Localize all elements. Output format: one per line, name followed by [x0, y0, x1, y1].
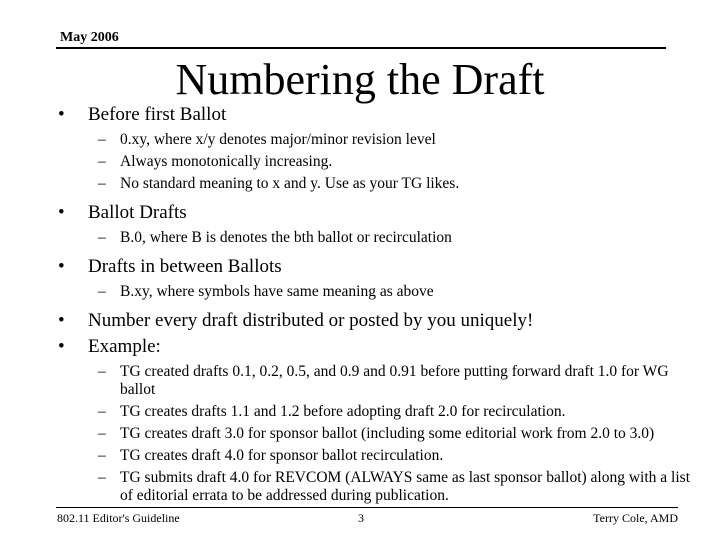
bullet-text: Ballot Drafts: [88, 202, 187, 223]
footer-author: Terry Cole, AMD: [593, 511, 678, 525]
sub-list-before-first-ballot: [58, 131, 698, 193]
footer-rule: [56, 507, 678, 508]
bullet-icon: •: [58, 202, 65, 223]
header-date: May 2006: [60, 30, 119, 45]
dash-icon: –: [98, 153, 106, 170]
dash-icon: –: [98, 447, 106, 464]
bullet-text: Before first Ballot: [88, 104, 227, 125]
dash-icon: –: [98, 131, 106, 148]
header-rule: [56, 47, 666, 49]
sub-item: – TG creates drafts 1.1 and 1.2 before adopting draft 2.0 for recirculation.: [98, 403, 566, 420]
footer-left: 802.11 Editor's Guideline: [57, 511, 180, 525]
sub-item: – TG creates draft 4.0 for sponsor ballot recirculation.: [98, 447, 444, 464]
bullet-example: [58, 335, 698, 359]
dash-icon: –: [98, 469, 106, 486]
sub-list-ballot-drafts: [58, 229, 698, 247]
bullet-text: Example:: [88, 336, 161, 357]
bullet-number-every-draft: [58, 309, 698, 333]
slide-title: Numbering the Draft: [175, 55, 545, 104]
sub-item: – B.xy, where symbols have same meaning as above: [98, 283, 434, 300]
bullet-icon: •: [58, 310, 65, 331]
bullet-text: Drafts in between Ballots: [88, 256, 282, 277]
sub-item: – TG submits draft 4.0 for REVCOM (ALWAYS same as last sponsor ballot) along with a list of editorial errata to be addressed during publication.: [98, 469, 691, 504]
bullet-icon: •: [58, 104, 65, 125]
sub-item: – 0.xy, where x/y denotes major/minor revision level: [98, 131, 436, 148]
bullet-ballot-drafts: [58, 201, 698, 225]
sub-item: – TG created drafts 0.1, 0.2, 0.5, and 0.9 and 0.91 before putting forward draft 1.0 for WG ballot: [98, 363, 669, 398]
sub-item: – No standard meaning to x and y. Use as your TG likes.: [98, 175, 460, 192]
sub-item: – B.0, where B is denotes the bth ballot or recirculation: [98, 229, 452, 246]
sub-list-drafts-in-between: [58, 283, 698, 301]
dash-icon: –: [98, 229, 106, 246]
sub-list-example: [58, 363, 698, 505]
sub-item: – Always monotonically increasing.: [98, 153, 333, 170]
dash-icon: –: [98, 425, 106, 442]
dash-icon: –: [98, 283, 106, 300]
dash-icon: –: [98, 403, 106, 420]
dash-icon: –: [98, 175, 106, 192]
slide-content: [58, 103, 698, 513]
bullet-before-first-ballot: [58, 103, 698, 127]
bullet-icon: •: [58, 336, 65, 357]
dash-icon: –: [98, 363, 106, 380]
page-number: 3: [358, 511, 364, 525]
sub-item: – TG creates draft 3.0 for sponsor ballot (including some editorial work from 2.0 to 3.0): [98, 425, 655, 442]
bullet-drafts-in-between: [58, 255, 698, 279]
bullet-icon: •: [58, 256, 65, 277]
bullet-text: Number every draft distributed or posted by you uniquely!: [88, 310, 534, 331]
